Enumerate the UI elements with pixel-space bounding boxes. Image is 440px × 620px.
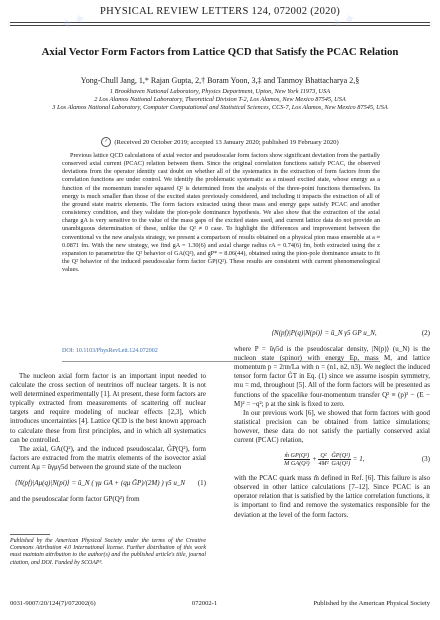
paragraph: The nucleon axial form factor is an important input needed to calculate the cross section of neutrinos off nuclear targets. It is not well determined experimentally [1]. At present, these form factors are typically extracted from measurements of scattering off nuclear targets and require modeling of nuclear effects [2,3], which introduces uncertainties [4]. Lattice QCD is the best known approach to calculate these from first principles, and in which all systematics can be controlled. <box>10 372 206 444</box>
equation-body: ⟨N(pf)|P(q)|N(pi)⟩ = ū_N γ5 GP u_N, <box>271 329 377 337</box>
received-dates: (Received 20 October 2019; accepted 13 January 2020; published 19 February 2020) <box>114 138 339 146</box>
equation-number: (2) <box>421 329 430 337</box>
paragraph: and the pseudoscalar form factor GP(Q²) from <box>10 495 140 504</box>
journal-header: PHYSICAL REVIEW LETTERS 124, 072002 (2020) <box>99 6 341 17</box>
equation-number: (1) <box>197 479 206 488</box>
equation-body: $\frac{\text{m̂ GP(Q²)}}{\text{M GA(Q²)}}$ + $\frac{\text{Q²}}{\text{4M²}}$ $\frac{\text{G̃P(Q²)}}{\text{GA(Q²)}}$ = 1, <box>284 452 365 468</box>
footnote-rule <box>10 534 50 535</box>
left-column <box>10 372 206 504</box>
license-footnote: Published by the American Physical Society under the terms of the Creative Commons Attribution 4.0 International license. Further distribution of this work must maintain attribution to the author(s) and the published article's title, journal citation, and DOI. Funded by SCOAP³. <box>10 538 206 566</box>
footer-publisher: Published by the American Physical Society <box>313 600 430 607</box>
affiliation-1: 1 Brookhaven National Laboratory, Physics Department, Upton, New York 11973, USA <box>109 88 331 95</box>
equation-1 <box>10 479 206 488</box>
footer-page: 072002-1 <box>191 600 218 607</box>
watermark: ✦✦ <box>57 8 90 35</box>
affiliation-2: 2 Los Alamos National Laboratory, Theoretical Division T-2, Los Alamos, New Mexico 87545, USA <box>94 96 346 103</box>
page-footer <box>10 600 430 607</box>
author-list: Yong-Chull Jang, 1,* Rajan Gupta, 2,† Boram Yoon, 3,‡ and Tanmoy Bhattacharya 2,§ <box>80 76 360 85</box>
paragraph: The axial, GA(Q²), and the induced pseudoscalar, G̃P(Q²), form factors are extracted from the matrix elements of the isovector axial current Aμ = ūγμγ5d between the ground state of the nucleon <box>10 444 206 471</box>
fraction: $\frac{\text{G̃P(Q²)}}{\text{GA(Q²)}}$ <box>331 452 351 468</box>
fraction: $\frac{\text{Q²}}{\text{4M²}}$ <box>318 452 329 468</box>
footer-issn: 0031-9007/20/124(7)/072002(6) <box>10 600 96 607</box>
paragraph: In our previous work [6], we showed that form factors with good statistical precision can be obtained from lattice simulations; however, these data do not satisfy the partially conserved axial current (PCAC) relation, <box>234 408 430 445</box>
fraction: $\frac{\text{m̂ GP(Q²)}}{\text{M GA(Q²)}}$ <box>284 452 310 468</box>
header-rule-2 <box>10 25 430 26</box>
watermark: ✦✦ <box>327 8 360 35</box>
equation-2 <box>234 329 430 338</box>
received-line <box>0 137 440 147</box>
doi-link[interactable]: DOI: 10.1103/PhysRevLett.124.072002 <box>62 348 158 354</box>
abstract: Previous lattice QCD calculations of axial vector and pseudoscalar form factors show significant deviation from the partially conserved axial current (PCAC) relation between them. Since the original correlation functions satisfy PCAC, the observed deviations from the operator identity cast doubt on whether all of the systematics in the extraction of form factors from the correlation functions are under control. We identify the problematic systematic as a missed excited state, whose energy as a function of the momentum transfer squared Q² is determined from the analysis of the three-point functions themselves. Its energy is much smaller than those of the excited states previously considered, and including it impacts the extraction of all of the ground state matrix elements. The form factors extracted using these mass and energy gaps satisfy PCAC and another consistency condition, and they validate the pion-pole dominance hypothesis. We also show that the extraction of the axial charge gA is very sensitive to the value of the mass gaps of the excited states used, and current lattice data do not provide an unambiguous determination of these, unlike the Q² ≠ 0 case. To highlight the differences and improvement between the conventional vs the new analysis strategy, we present a comparison of results obtained on a physical pion mass ensemble at a ≈ 0.0871 fm. With the new strategy, we find gA = 1.30(6) and axial charge radius rA = 0.74(6) fm, both extracted using the z expansion to parametrize the Q² behavior of GA(Q²), and gP* = 8.06(44), obtained using the pion-pole dominance ansatz to fit the Q² behavior of the induced pseudoscalar form factor G̃P(Q²). These results are consistent with current phenomenological values. <box>62 152 380 274</box>
crossmark-icon[interactable]: ✓ <box>101 137 111 147</box>
equation-3 <box>234 452 430 467</box>
right-column <box>234 325 430 520</box>
header-rule <box>10 22 430 23</box>
equation-body: ⟨N(pf)|Aμ(q)|N(pi)⟩ = ū_N ( γμ GA + (qμ G̃P)/(2M) ) γ5 u_N <box>14 479 186 488</box>
affiliation-3: 3 Los Alamos National Laboratory, Computer Computational and Statistical Sciences, CCS-7, Los Alamos, New Mexico 87545, USA <box>52 104 388 111</box>
paragraph: with the PCAC quark mass m̂ defined in Ref. [6]. This failure is also observed in other lattice calculations [7–12]. Since PCAC is an operator relation that is satisfied by the lattice correlation functions, it is important to find and remove the systematics responsible for the deviation at the level of the form factors. <box>234 474 430 519</box>
paragraph: where P = ūγ5d is the pseudoscalar density, |N(p)⟩ (u_N) is the nucleon state (spinor) with energy Ep, mass M, and lattice momentum p = 2πn/La with n = (n1, n2, n3). We neglect the induced tensor form factor G̃T in Eq. (1) since we assume isospin symmetry, mu = md, throughout [5]. All of the form factors will be presented as functions of the spacelike four-momentum transfer Q² ≡ (p)² − (E − M)² = −q²; p at the sink is fixed to zero. <box>234 345 430 408</box>
paper-title: Axial Vector Form Factors from Lattice QCD that Satisfy the PCAC Relation <box>41 46 399 58</box>
equation-number: (3) <box>421 455 430 464</box>
